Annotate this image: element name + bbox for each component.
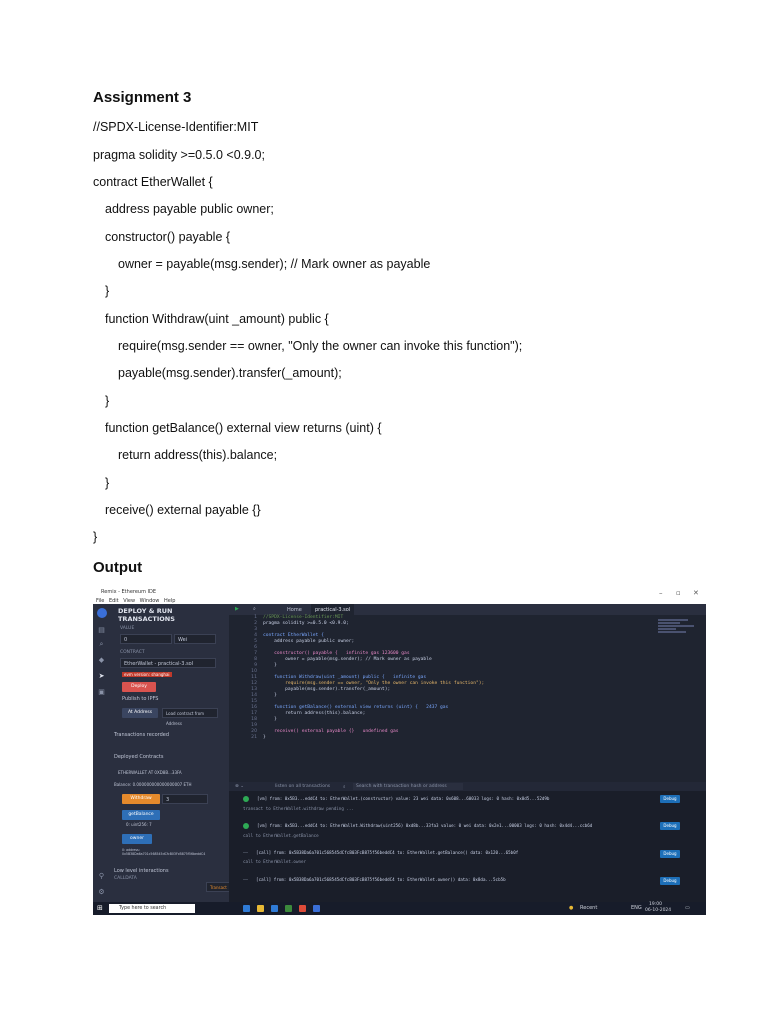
windows-start-icon[interactable]: ⊞ xyxy=(97,904,103,912)
chrome-icon[interactable] xyxy=(299,905,306,912)
terminal-row: [vm] from: 0x5B3...eddC4 to: EtherWallet.Withdraw(uint256) 0xd8b...33fa3 value: 0 wei data: 0x2e1...00003 logs: 0 hash: 0x4d4...ccb6d call to EtherWallet.getBalance xyxy=(243,823,593,838)
code-line: contract EtherWallet { xyxy=(93,175,213,189)
maximize-icon[interactable]: ▫ xyxy=(676,589,681,597)
minimap[interactable] xyxy=(658,618,698,638)
notification-icon[interactable]: ▭ xyxy=(685,905,690,911)
code-line: } xyxy=(93,530,98,544)
code-line: return address(this).balance; xyxy=(118,448,278,462)
window-titlebar xyxy=(93,586,706,604)
code-line: receive() external payable {} xyxy=(105,503,261,517)
terminal-icons[interactable]: ⊗ ⌄ xyxy=(235,784,244,789)
terminal-row: —— [call] from: 0x5B38Da6a701c568545dCfcB03FcB875f56beddC4 to: EtherWallet.owner() data: 0x8da...5cb5b xyxy=(243,877,506,882)
line-gutter: 1 2 3 4 5 6 7 8 9 10 11 12 13 14 15 16 17 18 19 20 21 xyxy=(251,615,257,740)
compiler-icon[interactable]: ◆ xyxy=(98,656,105,664)
evm-badge: evm version: shanghai xyxy=(124,672,170,677)
owner-button[interactable]: owner xyxy=(122,834,152,844)
code-line: } xyxy=(105,284,110,298)
contract-select[interactable]: EtherWallet - practical-3.sol xyxy=(120,658,216,668)
mail-icon[interactable] xyxy=(271,905,278,912)
deployed-contracts-label: Deployed Contracts xyxy=(114,754,164,760)
edge-icon[interactable] xyxy=(243,905,250,912)
code-line: } xyxy=(105,476,110,490)
debug-button[interactable]: Debug xyxy=(660,877,680,885)
owner-result: 0: address: 0x5B38Da6a701c568545dCfcB03FcB875f56beddC4 xyxy=(122,848,206,856)
terminal-row: —— [call] from: 0x5B38Da6a701c568545dCfcB03FcB875f56beddC4 to: EtherWallet.getBalance() data: 0x120...65b0f call to EtherWallet.owner xyxy=(243,850,519,864)
zoom-icon[interactable]: ⌕ xyxy=(253,606,256,612)
code-line: owner = payable(msg.sender); // Mark owner as payable xyxy=(118,257,431,271)
publish-checkbox[interactable]: Publish to IPFS xyxy=(122,696,159,702)
clock-time[interactable]: 19:00 xyxy=(649,902,662,907)
code-line: function Withdraw(uint _amount) public { xyxy=(105,312,329,326)
debug-button[interactable]: Debug xyxy=(660,850,680,858)
transact-button[interactable]: Transact xyxy=(206,882,236,892)
deploy-button[interactable]: Deploy xyxy=(122,682,156,692)
store-icon[interactable] xyxy=(285,905,292,912)
remix-app-icon[interactable] xyxy=(313,905,320,912)
weather-icon: ● xyxy=(569,905,574,911)
value-label: VALUE xyxy=(120,626,135,631)
assignment-heading: Assignment 3 xyxy=(93,89,192,106)
code-line: //SPDX-License-Identifier:MIT xyxy=(93,120,259,134)
tab-file[interactable]: practical-3.sol xyxy=(311,604,354,615)
terminal-search-input[interactable]: Search with transaction hash or address xyxy=(353,783,463,790)
deployed-instance[interactable]: ETHERWALLET AT 0XD8B...33FA xyxy=(118,770,182,775)
settings-icon[interactable]: ⚙ xyxy=(98,888,105,896)
plug-icon[interactable]: ⚲ xyxy=(98,872,105,880)
weather-text[interactable]: Recent xyxy=(580,905,598,911)
calldata-label: CALLDATA xyxy=(114,876,137,881)
withdraw-button[interactable]: Withdraw xyxy=(122,794,160,804)
menu-bar[interactable]: File Edit View Window Help xyxy=(96,598,176,604)
code-line: constructor() payable { xyxy=(105,230,231,244)
search-icon[interactable]: ⌕ xyxy=(99,640,104,648)
language-indicator[interactable]: ENG xyxy=(631,905,642,911)
terminal-toolbar xyxy=(229,782,706,791)
debug-button[interactable]: Debug xyxy=(660,795,680,803)
panel-title: DEPLOY & RUN TRANSACTIONS xyxy=(118,607,175,623)
balance-line: Balance: 0.000000000000000007 ETH xyxy=(114,782,192,787)
withdraw-amount-input[interactable]: 3 xyxy=(162,794,208,804)
icon-sidebar xyxy=(93,604,110,902)
close-icon[interactable]: ✕ xyxy=(693,589,699,597)
value-input[interactable]: 0 xyxy=(120,634,172,644)
tab-home[interactable]: Home xyxy=(287,607,302,613)
code-line: } xyxy=(105,394,110,408)
low-level-label: Low level interactions xyxy=(114,868,169,874)
transactions-recorded[interactable]: Transactions recorded xyxy=(114,732,170,738)
contract-label: CONTRACT xyxy=(120,650,145,655)
listen-checkbox[interactable]: listen on all transactions xyxy=(275,784,331,789)
at-address-button[interactable]: At Address xyxy=(122,708,158,718)
code-editor xyxy=(229,604,706,782)
getbalance-button[interactable]: getBalance xyxy=(122,810,160,820)
windows-taskbar xyxy=(93,902,706,915)
window-title: Remix - Ethereum IDE xyxy=(101,589,157,595)
load-contract-input[interactable]: Load contract from Address xyxy=(162,708,218,718)
taskbar-search[interactable]: Type here to search xyxy=(109,904,195,913)
output-heading: Output xyxy=(93,559,143,576)
clock-date[interactable]: 06-10-2024 xyxy=(645,908,672,913)
remix-screenshot xyxy=(93,586,706,915)
terminal-panel xyxy=(229,782,706,902)
code-line: require(msg.sender == owner, "Only the owner can invoke this function"); xyxy=(118,339,523,353)
explorer-icon[interactable] xyxy=(257,905,264,912)
success-icon xyxy=(243,796,249,802)
terminal-search-icon: ⌕ xyxy=(343,785,346,790)
deploy-icon[interactable]: ➤ xyxy=(98,672,105,680)
plugin-icon[interactable]: ▣ xyxy=(98,688,105,696)
code-line: pragma solidity >=0.5.0 <0.9.0; xyxy=(93,148,265,162)
editor-code[interactable]: //SPDX-License-Identifier:MIT pragma solidity >=0.5.0 <0.9.0; contract EtherWallet { address payable public owner; constructor() payable { infinite gas 123600 gas owner = payable(msg.sender); // Mark owner as payable } function Withdraw(uint _amount) public { infinite gas require(msg.sender == owner, "Only the owner can invoke this function"); payable(msg.sender).transfer(_amount); } function getBalance() external view returns (uint) { 2437 gas return address(this).balance; } receive() external payable {} undefined gas } xyxy=(263,615,485,740)
minimize-icon[interactable]: – xyxy=(659,589,663,597)
code-line: payable(msg.sender).transfer(_amount); xyxy=(118,366,342,380)
deploy-panel xyxy=(110,604,229,902)
code-line: function getBalance() external view returns (uint) { xyxy=(105,421,382,435)
debug-button[interactable]: Debug xyxy=(660,822,680,830)
terminal-row: [vm] from: 0x5B3...eddC4 to: EtherWallet.(constructor) value: 23 wei data: 0x608...60033 logs: 0 hash: 0x0d5...52d9b transact to EtherWallet.withdraw pending ... xyxy=(243,796,550,811)
remix-logo-icon[interactable] xyxy=(97,608,107,618)
run-icon[interactable]: ▶ xyxy=(235,606,239,612)
editor-tabs xyxy=(229,604,706,615)
code-line: address payable public owner; xyxy=(105,202,274,216)
files-icon[interactable]: ▤ xyxy=(98,626,105,634)
getbalance-result: 0: uint256: 7 xyxy=(126,822,152,827)
unit-select[interactable]: Wei xyxy=(174,634,216,644)
success-icon xyxy=(243,823,249,829)
